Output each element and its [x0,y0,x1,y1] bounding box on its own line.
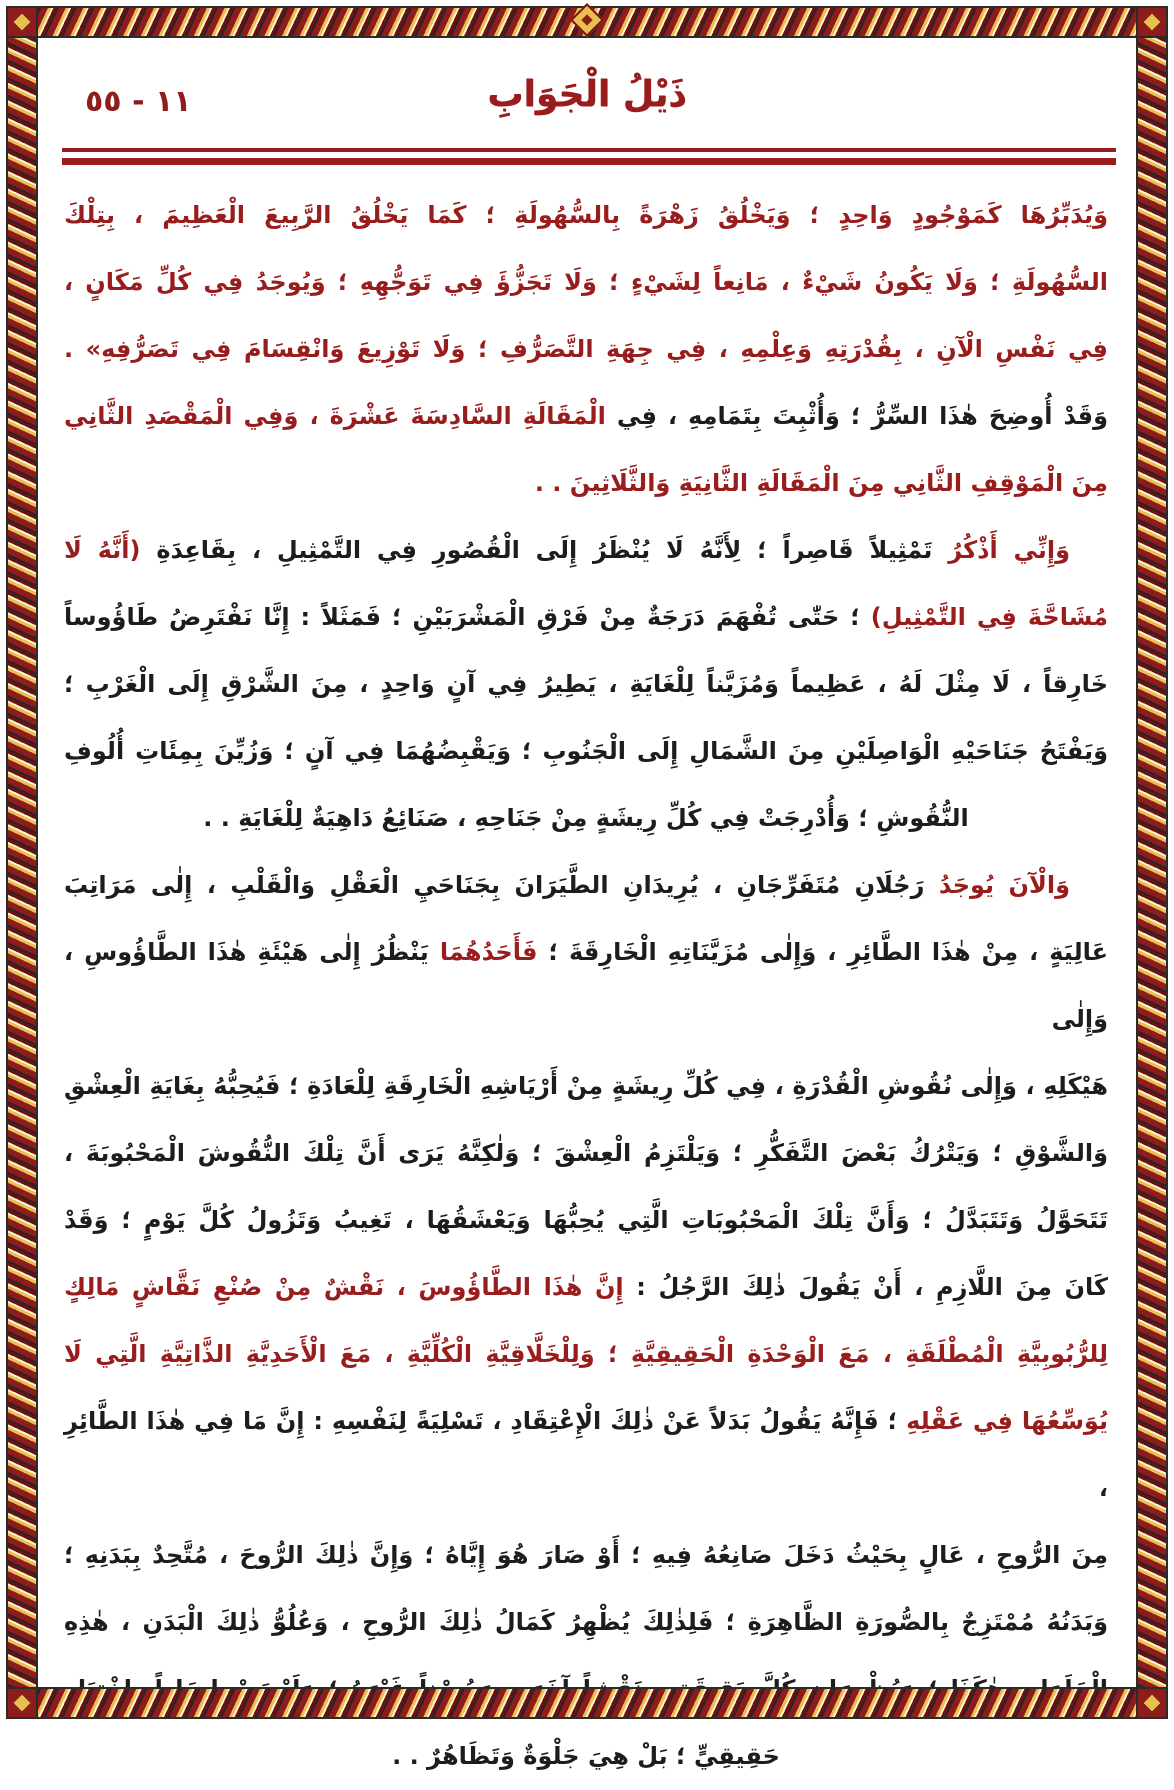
text-line [64,785,1108,852]
text-segment-red: وَالْآنَ يُوجَدُ [924,871,1070,899]
text-segment-red: مُشَاحَّةَ فِي التَّمْثِيلِ) [859,603,1108,631]
text-line [64,1053,1108,1120]
page-number: ١١ - ٥٥ [85,84,192,119]
text-segment-black: حَقِيقِيٍّ ؛ بَلْ هِيَ جَلْوَةٌ وَتَظَاهُرٌ . . [392,1742,780,1770]
text-line [64,249,1108,316]
page-content [40,40,1134,1770]
frame-corner-ornament [6,6,38,38]
text-segment-black: هَيْكَلِهِ ، وَإِلٰى نُقُوشِ الْقُدْرَةِ ، فِي كُلِّ رِيشَةٍ مِنْ أَرْيَاشِهِ الْخَارِقَةِ لِلْعَادَةِ ؛ فَيُحِبُّهُ بِغَايَةِ الْعِشْقِ [64,1072,1108,1100]
page-header [40,40,1134,150]
text-line [64,316,1108,383]
frame-border-left [6,6,38,1719]
body-text [40,168,1132,1770]
text-segment-red: مِنَ الْمَوْقِفِ الثَّانِي مِنَ الْمَقَالَةِ الثَّانِيَةِ وَالثَّلَاثِينَ . . [534,469,1108,497]
text-segment-black: وَقَدْ أُوضِحَ هٰذَا السِّرُّ ؛ وَأُثْبِتَ بِتَمَامِهِ ، فِي [605,402,1109,430]
text-segment-black: ؛ فَإِنَّهُ يَقُولُ بَدَلاً عَنْ ذٰلِكَ الْإِعْتِقَادِ ، تَسْلِيَةً لِنَفْسِهِ : إِنَّ مَا فِي هٰذَا الطَّائِرِ ، [64,1407,1108,1502]
text-line [64,718,1108,785]
frame-corner-ornament [1136,1687,1168,1719]
text-segment-red: فَأَحَدُهُمَا [428,938,538,966]
text-segment-red: يُوَسِّعُهَا فِي عَقْلِهِ [897,1407,1108,1435]
text-segment-red: السُّهُولَةِ ؛ وَلَا يَكُونُ شَيْءٌ ، مَانِعاً لِشَيْءٍ ؛ وَلَا تَجَزُّؤَ فِي تَوَجُّهِهِ ؛ وَيُوجَدُ فِي كُلِّ مَكَانٍ ، [64,268,1108,296]
text-segment-black: عَالِيَةٍ ، مِنْ هٰذَا الطَّائِرِ ، وَإِلٰى مُزَيَّنَاتِهِ الْخَارِقَةَ ؛ [537,938,1108,966]
text-segment-red: فِي نَفْسِ الْآنِ ، بِقُدْرَتِهِ وَعِلْمِهِ ، فِي جِهَةِ التَّصَرُّفِ ؛ وَلَا تَوْزِيعَ وَانْقِسَامَ فِي تَصَرُّفِهِ» . [64,335,1108,363]
frame-border-bottom [6,1687,1168,1719]
text-line [64,1254,1108,1321]
text-segment-red: إِنَّ هٰذَا الطَّاؤُوسَ ، نَقْشٌ مِنْ صُنْعِ نَقَّاشٍ مَالِكٍ [64,1273,624,1301]
page-title: ذَيْلُ الْجَوَابِ [487,74,687,115]
text-segment-black: وَيَفْتَحُ جَنَاحَيْهِ الْوَاصِلَيْنِ مِنَ الشَّمَالِ إِلَى الْجَنُوبِ ؛ وَيَقْبِضُهُمَا فِي آنٍ ؛ وَزُيِّنَ بِمِئَاتِ أُلُوفِ [64,737,1108,765]
text-segment-black: رَجُلَانِ مُتَفَرِّجَانِ ، يُرِيدَانِ الطَّيَرَانَ بِجَنَاحَيِ الْعَقْلِ وَالْقَلْبِ ، إِلٰى مَرَاتِبَ [64,871,925,899]
frame-border-right [1136,6,1168,1719]
text-segment-red: (أَنَّهُ لَا [64,536,141,564]
text-segment-black: وَالشَّوْقِ ؛ وَيَتْرُكُ بَعْضَ التَّفَكُّرِ ؛ وَيَلْتَزِمُ الْعِشْقَ ؛ وَلٰكِنَّهُ يَرَى أَنَّ تِلْكَ النُّقُوشَ الْمَحْبُوبَةَ ، [64,1139,1108,1167]
text-segment-red: وَإِنِّي أَذْكُرُ [932,536,1070,564]
header-double-rule [62,148,1116,165]
text-line [64,651,1108,718]
text-segment-black: ؛ حَتّٰى تُفْهَمَ دَرَجَةٌ مِنْ فَرْقِ الْمَشْرَبَيْنِ ؛ فَمَثَلاً : إِنَّا نَفْتَرِضُ طَاؤُوساً [64,603,860,631]
frame-corner-ornament [6,1687,38,1719]
text-line [64,1723,1108,1790]
text-segment-black: النُّقُوشِ ؛ وَأُدْرِجَتْ فِي كُلِّ رِيشَةٍ مِنْ جَنَاحِهِ ، صَنَائِعُ دَاهِيَةٌ لِلْغَايَةِ . . [203,804,969,832]
text-segment-black: خَارِقاً ، لَا مِثْلَ لَهُ ، عَظِيماً وَمُزَيَّناً لِلْغَايَةِ ، يَطِيرُ فِي آنٍ وَاحِدٍ ، مِنَ الشَّرْقِ إِلَى الْغَرْبِ ؛ [64,670,1108,698]
text-line [64,383,1108,450]
text-line [64,1120,1108,1187]
text-segment-red: لِلرُّبُوبِيَّةِ الْمُطْلَقَةِ ، مَعَ الْوَحْدَةِ الْحَقِيقِيَّةِ ؛ وَلِلْخَلَّاقِيَّةِ الْكُلِّيَّةِ ، مَعَ الْأَحَدِيَّةِ الذَّاتِيَّةِ الَّتِي لَا [64,1340,1108,1368]
text-line [64,852,1108,919]
text-line [64,450,1108,517]
text-segment-black: تَمْثِيلاً قَاصِراً ؛ لِأَنَّهُ لَا يُنْظَرُ إِلَى الْقُصُورِ فِي التَّمْثِيلِ ، بِقَاعِدَةِ [140,536,933,564]
text-line [64,517,1108,584]
frame-corner-ornament [1136,6,1168,38]
text-line [64,1589,1108,1656]
text-line [64,1187,1108,1254]
text-line [64,1522,1108,1589]
text-segment-black: تَتَحَوَّلُ وَتَتَبَدَّلُ ؛ وَأَنَّ تِلْكَ الْمَحْبُوبَاتِ الَّتِي يُحِبُّهَا وَيَعْشَقُهَا ، تَغِيبُ وَتَزُولُ كُلَّ يَوْمٍ ؛ وَقَدْ [64,1206,1108,1234]
text-line [64,182,1108,249]
text-segment-black: يَنْظُرُ إِلٰى هَيْئَةِ هٰذَا الطَّاؤُوسِ ، وَإِلٰى [64,938,1108,1033]
text-line [64,919,1108,1053]
text-segment-black: كَانَ مِنَ اللَّازِمِ ، أَنْ يَقُولَ ذٰلِكَ الرَّجُلُ : [623,1273,1108,1301]
text-line [64,584,1108,651]
text-segment-red: الْمَقَالَةِ السَّادِسَةَ عَشْرَةَ ، وَفِي الْمَقْصَدِ الثَّانِي [64,402,606,430]
text-line [64,1321,1108,1388]
text-line [64,1388,1108,1522]
text-segment-red: وَيُدَبِّرُهَا كَمَوْجُودٍ وَاحِدٍ ؛ وَيَخْلُقُ زَهْرَةً بِالسُّهُولَةِ ؛ كَمَا يَخْلُقُ الرَّبِيعَ الْعَظِيمَ ، بِتِلْكَ [64,201,1108,229]
text-segment-black: وَبَدَنُهُ مُمْتَزِجٌ بِالصُّورَةِ الظَّاهِرَةِ ؛ فَلِذٰلِكَ يُظْهِرُ كَمَالُ ذٰلِكَ الرُّوحِ ، وَعُلُوُّ ذٰلِكَ الْبَدَنِ ، هٰذِهِ [64,1608,1108,1636]
text-segment-black: مِنَ الرُّوحِ ، عَالٍ بِحَيْثُ دَخَلَ صَانِعُهُ فِيهِ ؛ أَوْ صَارَ هُوَ إِيَّاهُ ؛ وَإِنَّ ذٰلِكَ الرُّوحَ ، مُتَّحِدٌ بِبَدَنِهِ ؛ [64,1541,1108,1569]
